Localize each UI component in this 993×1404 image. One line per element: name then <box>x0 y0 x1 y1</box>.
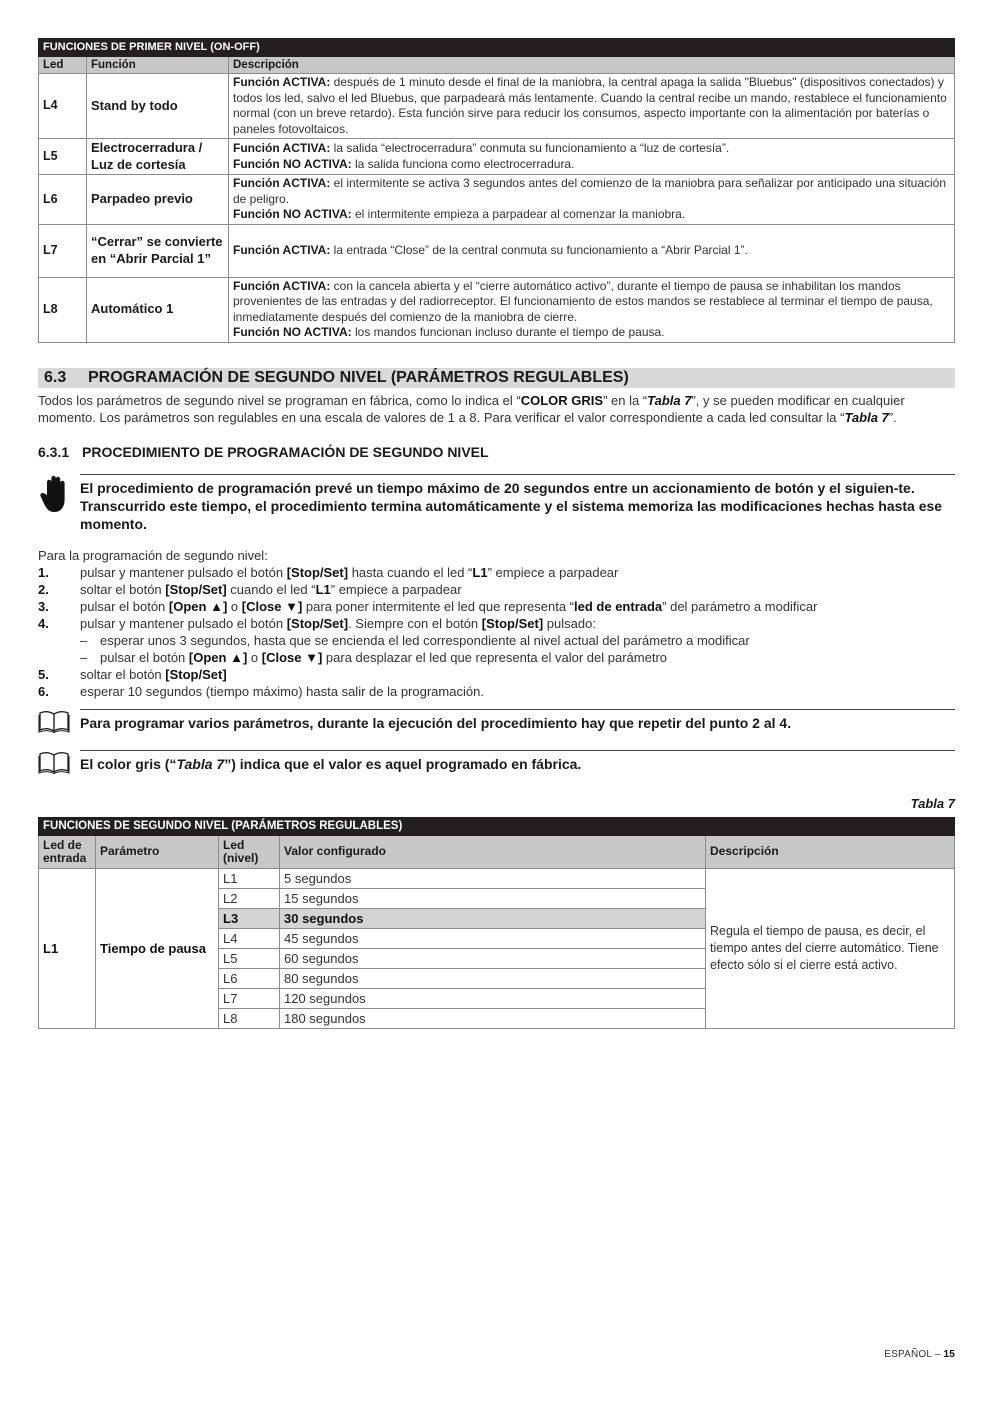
inactive-label: Función NO ACTIVA: <box>233 156 352 171</box>
value-cell: 5 segundos <box>280 868 706 888</box>
parameter-cell: Tiempo de pausa <box>96 868 219 1028</box>
led-level-cell: L8 <box>219 1008 280 1028</box>
description-cell <box>229 224 955 277</box>
led-cell: L4 <box>39 74 87 139</box>
step-text: para desplazar el led que representa el valor del parámetro <box>322 649 667 665</box>
section-intro <box>38 392 955 426</box>
table-reference: Tabla 7 <box>176 755 225 772</box>
list-item <box>38 581 955 598</box>
section-title: PROGRAMACIÓN DE SEGUNDO NIVEL (PARÁMETROS REGULABLES) <box>88 368 629 386</box>
col-header-parameter: Parámetro <box>96 835 219 868</box>
value-cell: 15 segundos <box>280 888 706 908</box>
table-row <box>39 139 955 175</box>
warning-note <box>38 474 955 533</box>
col-header-description: Descripción <box>229 57 955 74</box>
open-book-icon <box>38 750 80 779</box>
led-level-cell: L1 <box>219 868 280 888</box>
active-label: Función ACTIVA: <box>233 141 331 155</box>
table-title: FUNCIONES DE PRIMER NIVEL (ON-OFF) <box>39 39 955 57</box>
step-text: pulsar y mantener pulsado el botón <box>80 615 287 631</box>
intro-text: ” en la “ <box>603 392 648 408</box>
function-cell: Stand by todo <box>87 74 229 139</box>
value-cell: 180 segundos <box>280 1008 706 1028</box>
note-text: Para programar varios parámetros, durante la ejecución del procedimiento hay que repetir del punto 2 al 4. <box>80 709 955 738</box>
led-level-cell: L2 <box>219 888 280 908</box>
step-text: cuando el led “ <box>226 581 316 597</box>
col-header-description: Descripción <box>706 835 955 868</box>
note-text <box>80 750 955 779</box>
led-level-cell: L4 <box>219 928 280 948</box>
note-text-part: El color gris (“ <box>80 755 177 772</box>
led-ref: L1 <box>472 564 488 580</box>
button-ref: [Stop/Set] <box>481 615 544 631</box>
button-ref: [Stop/Set] <box>286 564 349 580</box>
col-header-function: Función <box>87 57 229 74</box>
list-subitem <box>38 649 955 666</box>
button-ref: [Stop/Set] <box>286 615 349 631</box>
led-level-cell: L5 <box>219 948 280 968</box>
list-item <box>38 683 955 700</box>
active-text: la entrada “Close” de la central conmuta su funcionamiento a “Abrir Parcial 1”. <box>330 242 748 257</box>
step-text: pulsar el botón <box>100 649 189 665</box>
step-text: esperar unos 3 segundos, hasta que se encienda el led correspondiente al nivel actual del parámetro a modificar <box>100 632 750 648</box>
list-item <box>38 564 955 581</box>
table-row <box>39 74 955 139</box>
note-text-part: ”) indica que el valor es aquel programado en fábrica. <box>224 755 582 772</box>
warning-text: El procedimiento de programación prevé un tiempo máximo de 20 segundos entre un accionamiento de botón y el siguien-te. Transcurrido este tiempo, el procedimiento termina automáticamente y el sistema memoriza las modificaciones hechas hasta ese momento. <box>80 474 955 533</box>
list-item <box>38 666 955 683</box>
steps-intro: Para la programación de segundo nivel: <box>38 547 268 563</box>
intro-bold: COLOR GRIS <box>520 392 604 408</box>
footer-language: ESPAÑOL – <box>884 1349 944 1360</box>
step-text: hasta cuando el led “ <box>348 564 473 580</box>
step-text: pulsado: <box>543 615 596 631</box>
list-item <box>38 598 955 615</box>
intro-text: ”, y se pueden modificar en cualquier momento. Los parámetros son regulables en una escala de valores de 1 a 8. Para verificar el valor correspondiente a cada led consultar la “ <box>38 392 905 425</box>
led-level-cell: L6 <box>219 968 280 988</box>
function-cell: “Cerrar” se convierte en “Abrir Parcial 1” <box>87 224 229 277</box>
inactive-text: los mandos funcionan incluso durante el tiempo de pausa. <box>351 325 665 339</box>
inactive-label: Función NO ACTIVA: <box>233 207 352 221</box>
info-note <box>38 750 955 779</box>
step-text: o <box>247 649 262 665</box>
led-level-cell: L3 <box>219 908 280 928</box>
table-reference: Tabla 7 <box>844 409 889 425</box>
step-text: ” empiece a parpadear <box>487 564 619 580</box>
step-number: 3. <box>38 598 49 614</box>
open-book-icon <box>38 709 80 738</box>
term-ref: led de entrada <box>574 598 663 614</box>
led-cell: L7 <box>39 224 87 277</box>
page-footer <box>884 1349 955 1360</box>
table-row <box>39 277 955 342</box>
section-number: 6.3 <box>44 368 67 386</box>
step-text: o <box>227 598 242 614</box>
dash: – <box>80 649 88 665</box>
step-number: 1. <box>38 564 49 580</box>
button-ref: [Close ▼] <box>261 649 323 665</box>
active-label: Función ACTIVA: <box>233 75 331 89</box>
step-text: ” empiece a parpadear <box>330 581 462 597</box>
description-cell <box>229 74 955 139</box>
value-cell: 120 segundos <box>280 988 706 1008</box>
intro-text: ”. <box>888 409 897 425</box>
active-text: el intermitente se activa 3 segundos antes del comienzo de la maniobra para señalizar por anticipado una situación de peligro. <box>233 176 947 206</box>
led-cell: L8 <box>39 277 87 342</box>
button-ref: [Close ▼] <box>241 598 303 614</box>
first-level-functions-table <box>38 38 955 343</box>
table-row <box>39 175 955 225</box>
active-text: la salida “electrocerradura” conmuta su funcionamiento a “luz de cortesía”. <box>330 141 730 155</box>
list-subitem <box>38 632 955 649</box>
table-caption: Tabla 7 <box>910 795 955 811</box>
list-item <box>38 615 955 632</box>
active-text: con la cancela abierta y el “cierre automático activo”, durante el tiempo de pausa se inhabilitan los mandos provenientes de las entradas y del radiorreceptor. El funcionamiento de estos mandos se restablece al terminar el tiempo de pausa, inmediatamente después del comienzo de la maniobra de cierre. <box>233 278 933 324</box>
button-ref: [Stop/Set] <box>165 666 227 682</box>
step-text: pulsar y mantener pulsado el botón <box>80 564 287 580</box>
description-cell <box>229 139 955 175</box>
description-cell <box>229 277 955 342</box>
led-cell: L6 <box>39 175 87 225</box>
page-number: 15 <box>943 1349 955 1360</box>
step-text: ” del parámetro a modificar <box>662 598 818 614</box>
inactive-label: Función NO ACTIVA: <box>233 325 352 339</box>
info-note <box>38 709 955 738</box>
active-label: Función ACTIVA: <box>233 176 331 190</box>
col-header-led-in: Led de entrada <box>39 835 96 868</box>
value-cell: 80 segundos <box>280 968 706 988</box>
function-cell: Automático 1 <box>87 277 229 342</box>
hand-stop-icon <box>38 474 80 533</box>
step-text: soltar el botón <box>80 581 166 597</box>
step-number: 4. <box>38 615 49 631</box>
button-ref: [Open ▲] <box>188 649 248 665</box>
value-cell: 45 segundos <box>280 928 706 948</box>
button-ref: [Stop/Set] <box>165 581 227 597</box>
table-reference: Tabla 7 <box>647 392 692 408</box>
document-page <box>38 38 955 1029</box>
value-cell: 30 segundos <box>280 908 706 928</box>
button-ref: [Open ▲] <box>168 598 228 614</box>
function-cell: Electrocerradura / Luz de cortesía <box>87 139 229 175</box>
active-label: Función ACTIVA: <box>233 242 331 257</box>
section-heading <box>38 368 955 388</box>
step-number: 6. <box>38 683 49 699</box>
subsection-heading <box>38 443 955 461</box>
value-cell: 60 segundos <box>280 948 706 968</box>
description-cell <box>229 175 955 225</box>
dash: – <box>80 632 88 648</box>
step-number: 2. <box>38 581 49 597</box>
col-header-led: Led <box>39 57 87 74</box>
subsection-title: PROCEDIMIENTO DE PROGRAMACIÓN DE SEGUNDO NIVEL <box>82 443 489 460</box>
led-cell: L5 <box>39 139 87 175</box>
table-row <box>39 868 955 888</box>
step-text: esperar 10 segundos (tiempo máximo) hasta salir de la programación. <box>80 683 484 699</box>
table-title: FUNCIONES DE SEGUNDO NIVEL (PARÁMETROS REGULABLES) <box>39 817 955 835</box>
intro-text: Todos los parámetros de segundo nivel se programan en fábrica, como lo indica el “ <box>38 392 521 408</box>
function-cell: Parpadeo previo <box>87 175 229 225</box>
col-header-led-level: Led (nivel) <box>219 835 280 868</box>
step-text: pulsar el botón <box>80 598 169 614</box>
led-input-cell: L1 <box>39 868 96 1028</box>
inactive-text: la salida funciona como electrocerradura. <box>351 156 575 171</box>
second-level-functions-table <box>38 817 955 1029</box>
step-text: para poner intermitente el led que representa “ <box>302 598 575 614</box>
col-header-value: Valor configurado <box>280 835 706 868</box>
led-ref: L1 <box>315 581 331 597</box>
step-text: . Siempre con el botón <box>348 615 482 631</box>
led-level-cell: L7 <box>219 988 280 1008</box>
subsection-number: 6.3.1 <box>38 443 70 460</box>
step-text: soltar el botón <box>80 666 166 682</box>
active-label: Función ACTIVA: <box>233 278 331 293</box>
inactive-text: el intermitente empieza a parpadear al comenzar la maniobra. <box>351 207 686 221</box>
description-cell: Regula el tiempo de pausa, es decir, el tiempo antes del cierre automático. Tiene efecto sólo si el cierre está activo. <box>706 868 955 1028</box>
procedure-steps <box>38 547 955 700</box>
step-number: 5. <box>38 666 49 682</box>
active-text: después de 1 minuto desde el final de la maniobra, la central apaga la salida "Bluebus" (dispositivos conectados) y todos los led, salvo el led Bluebus, que parpadeará más lentamente. Cuando la central recibe un mando, restablece el funcionamiento normal (con un breve retardo). Esta función sirve para reducir los consumos, aspecto importante con la alimentación por baterías o paneles fotovoltaicos. <box>233 75 947 136</box>
table-row <box>39 224 955 277</box>
